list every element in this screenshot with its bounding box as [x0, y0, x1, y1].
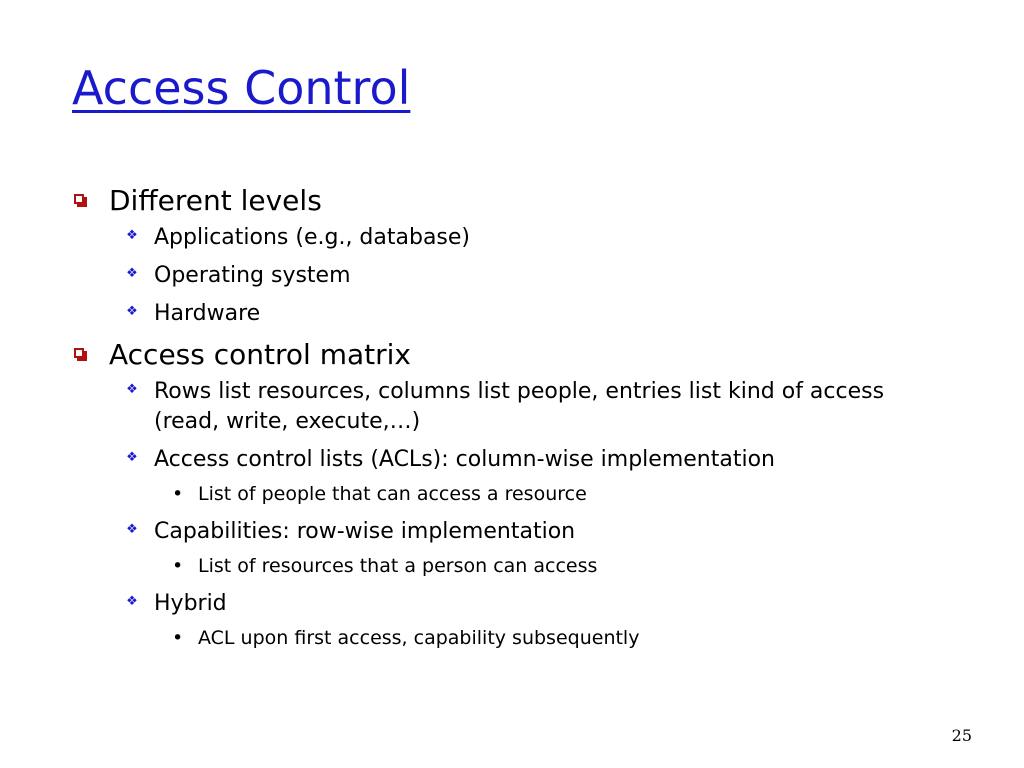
sub-sub-bullet-capabilities-detail [72, 553, 952, 579]
sub-bullet-text: Hybrid [154, 591, 227, 616]
sub-bullet-hybrid [72, 589, 952, 619]
sub-bullet-text: Rows list resources, columns list people, entries list kind of access (read, write, execute,…) [154, 379, 885, 434]
sub-bullet-text: Applications (e.g., database) [154, 225, 471, 250]
bullet-text: Different levels [109, 184, 322, 217]
sub-bullet-text: Operating system [154, 263, 351, 288]
bullet-different-levels [72, 183, 952, 219]
sub-bullet-operating-system [72, 261, 952, 291]
diamond-bullet-icon: ❖ [126, 450, 138, 465]
sub-sub-bullet-hybrid-detail [72, 625, 952, 651]
sub-bullet-applications [72, 223, 952, 253]
sub-bullet-text: Hardware [154, 301, 261, 326]
sub-bullet-text: Capabilities: row-wise implementation [154, 519, 576, 544]
sub-bullet-rows-list [72, 377, 952, 437]
dot-bullet-icon: • [172, 483, 184, 505]
sub-sub-bullet-text: ACL upon first access, capability subsequently [198, 627, 640, 649]
sub-bullet-acls [72, 445, 952, 475]
sub-sub-bullet-acl-detail [72, 481, 952, 507]
bullet-text: Access control matrix [109, 338, 411, 371]
bullet-access-control-matrix [72, 337, 952, 373]
slide-title: Access Control [72, 61, 411, 115]
sub-sub-bullet-text: List of people that can access a resource [198, 483, 587, 505]
square-bullet-icon [74, 194, 84, 204]
diamond-bullet-icon: ❖ [126, 228, 138, 243]
diamond-bullet-icon: ❖ [126, 594, 138, 609]
diamond-bullet-icon: ❖ [126, 304, 138, 319]
square-bullet-icon [74, 348, 84, 358]
slide-body [72, 183, 952, 661]
dot-bullet-icon: • [172, 627, 184, 649]
sub-bullet-text: Access control lists (ACLs): column-wise implementation [154, 447, 775, 472]
dot-bullet-icon: • [172, 555, 184, 577]
page-number: 25 [951, 726, 972, 745]
sub-sub-bullet-text: List of resources that a person can access [198, 555, 598, 577]
sub-bullet-hardware [72, 299, 952, 329]
diamond-bullet-icon: ❖ [126, 522, 138, 537]
diamond-bullet-icon: ❖ [126, 382, 138, 397]
diamond-bullet-icon: ❖ [126, 266, 138, 281]
sub-bullet-capabilities [72, 517, 952, 547]
